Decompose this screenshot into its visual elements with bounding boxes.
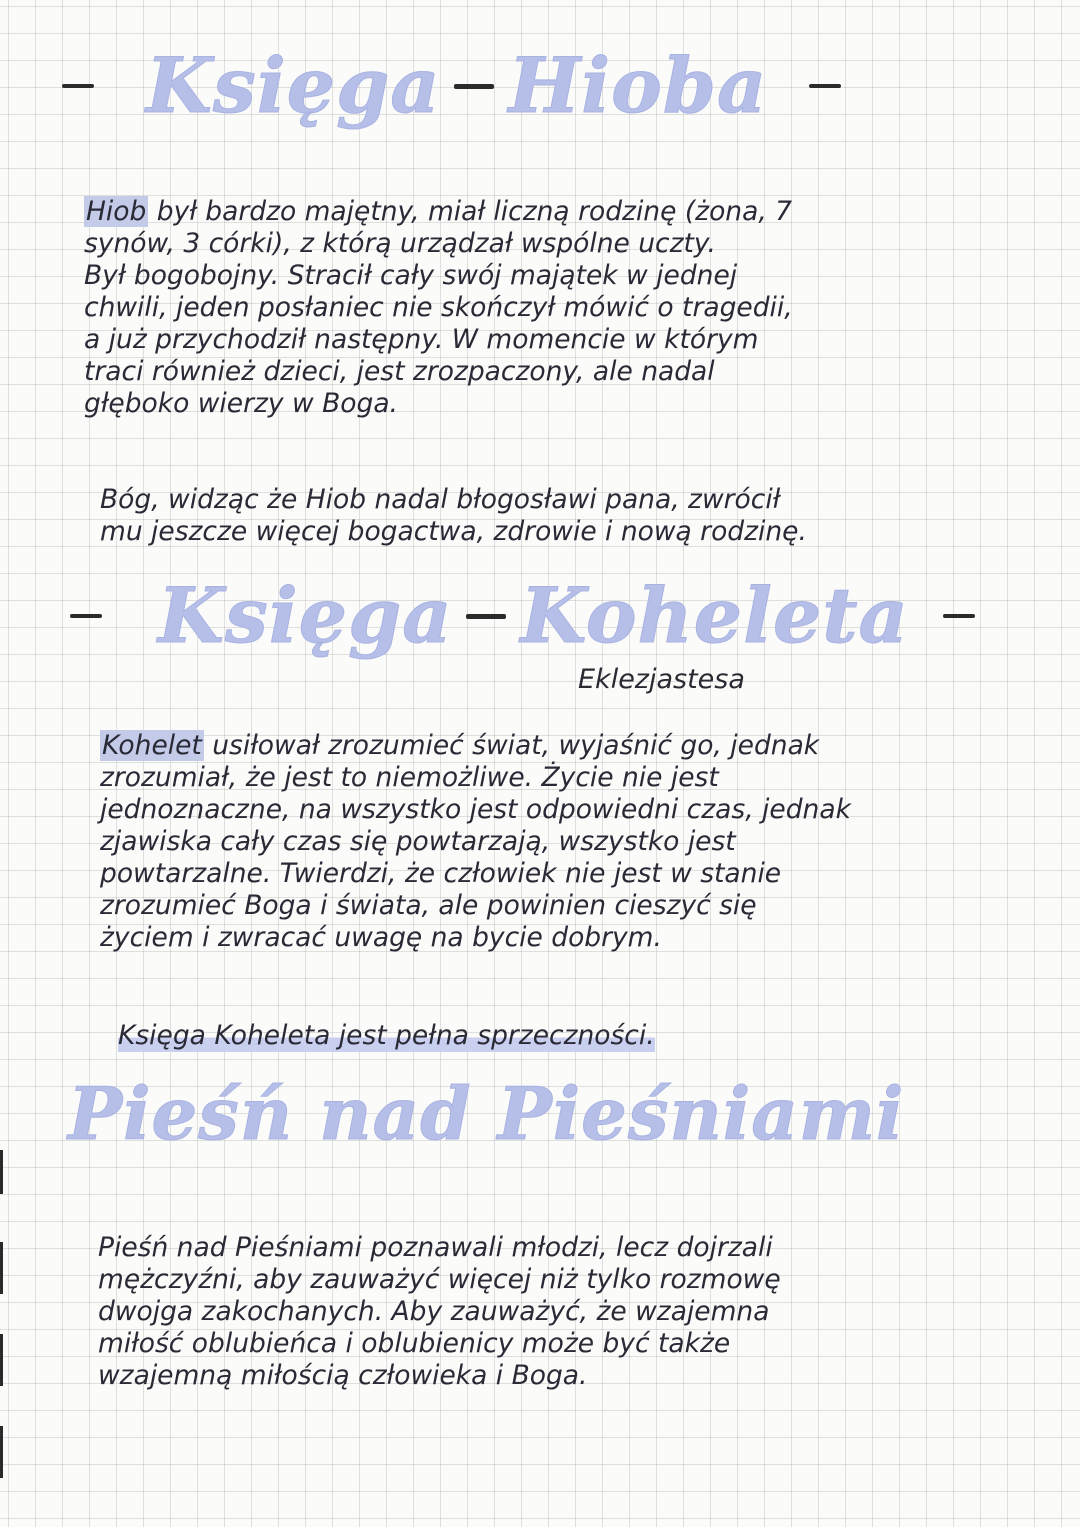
heading-dash-right	[943, 614, 975, 618]
kohelet-p1-line-1-text: usiłował zrozumieć świat, wyjaśnić go, jednak	[203, 730, 820, 761]
heading-hioba-word2: Hioba	[508, 41, 768, 130]
heading-dash-middle	[454, 84, 494, 89]
hiob-p1-line-5: a już przychodził następny. W momencie w którym	[84, 324, 759, 355]
heading-ksiega-hioba	[0, 41, 1080, 130]
heading-dash-left	[62, 84, 94, 88]
kohelet-keyword: Kohelet	[102, 730, 202, 761]
hiob-p1-line-3: Był bogobojny. Stracił cały swój majątek w jednej	[84, 260, 738, 291]
piesn-p1-line-4: miłość oblubieńca i oblubienicy może być także	[98, 1328, 731, 1359]
kohelet-p2-line-1: Księga Koheleta jest pełna sprzeczności.	[118, 1020, 655, 1051]
kohelet-p1-line-3: jednoznaczne, na wszystko jest odpowiedni czas, jednak	[100, 794, 851, 825]
piesn-p1-line-1: Pieśń nad Pieśniami poznawali młodzi, lecz dojrzali	[98, 1232, 773, 1263]
hiob-p1-line-1	[84, 196, 793, 228]
heading-piesn-text: Pieśń nad Pieśniami	[68, 1071, 905, 1156]
heading-koheleta-subtitle: Eklezjastesa	[578, 664, 745, 695]
hiob-p1-line-6: traci również dzieci, jest zrozpaczony, ale nadal	[84, 356, 715, 387]
piesn-p1-line-5: wzajemną miłością człowieka i Boga.	[98, 1360, 588, 1391]
binding-mark	[0, 1242, 3, 1294]
hiob-keyword: Hiob	[86, 196, 147, 227]
piesn-paragraph-1	[98, 1232, 781, 1392]
heading-koheleta-word2: Koheleta	[520, 571, 909, 660]
kohelet-p1-line-4: zjawiska cały czas się powtarzają, wszystko jest	[100, 826, 736, 857]
hiob-p2-line-2: mu jeszcze więcej bogactwa, zdrowie i nową rodzinę.	[100, 516, 807, 547]
kohelet-p1-line-2: zrozumiał, że jest to niemożliwe. Życie nie jest	[100, 762, 719, 793]
hiob-paragraph-2	[100, 484, 807, 548]
kohelet-paragraph-2	[118, 1020, 655, 1052]
heading-piesn-nad-piesniami	[0, 1071, 1080, 1156]
piesn-p1-line-2: mężczyźni, aby zauważyć więcej niż tylko rozmowę	[98, 1264, 781, 1295]
heading-dash-right	[809, 84, 841, 88]
binding-mark	[0, 1150, 3, 1194]
kohelet-p1-line-1	[100, 730, 851, 762]
heading-ksiega-koheleta	[0, 571, 1080, 660]
binding-mark	[0, 1426, 3, 1478]
heading-koheleta-word1: Księga	[158, 571, 453, 660]
hiob-p1-line-1-text: był bardzo majętny, miał liczną rodzinę (żona, 7	[148, 196, 793, 227]
kohelet-p1-line-7: życiem i zwracać uwagę na bycie dobrym.	[100, 922, 662, 953]
kohelet-p1-line-6: zrozumieć Boga i świata, ale powinien cieszyć się	[100, 890, 757, 921]
hiob-p1-line-2: synów, 3 córki), z którą urządzał wspólne uczty.	[84, 228, 716, 259]
heading-dash-left	[70, 614, 102, 618]
kohelet-p1-line-5: powtarzalne. Twierdzi, że człowiek nie jest w stanie	[100, 858, 782, 889]
hiob-p2-line-1: Bóg, widząc że Hiob nadal błogosławi pana, zwrócił	[100, 484, 781, 515]
binding-mark	[0, 1334, 3, 1386]
hiob-p1-line-7: głęboko wierzy w Boga.	[84, 388, 398, 419]
hiob-paragraph-1	[84, 196, 793, 420]
piesn-p1-line-3: dwojga zakochanych. Aby zauważyć, że wzajemna	[98, 1296, 770, 1327]
kohelet-paragraph-1	[100, 730, 851, 954]
hiob-p1-line-4: chwili, jeden posłaniec nie skończył mówić o tragedii,	[84, 292, 793, 323]
heading-hioba-word1: Księga	[146, 41, 441, 130]
heading-dash-middle	[466, 614, 506, 619]
